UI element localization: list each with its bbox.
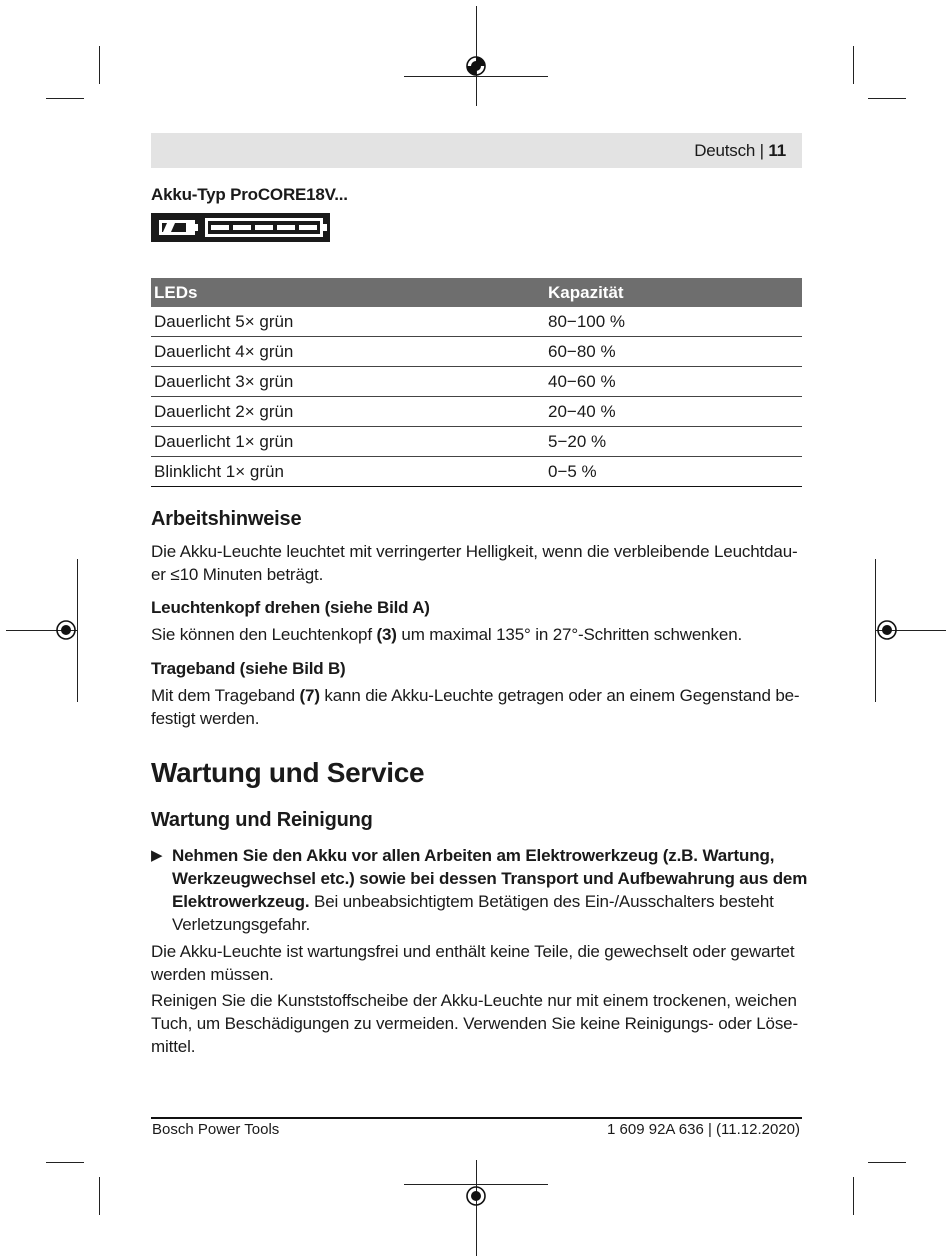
table-row [151,397,802,427]
cleaning-paragraph [151,989,806,1058]
text-line: Die Akku-Leuchte ist wartungsfrei und enthält keine Teile, die gewechselt oder gewartet [151,942,795,961]
table-cell: Blinklicht 1× grün [151,457,545,487]
registration-mark-top [465,55,487,77]
arbeitshinweise-paragraph [151,540,806,586]
text-line: Tuch, um Beschädigungen zu vermeiden. Verwenden Sie keine Reinigungs- oder Löse- [151,1014,798,1033]
text-line: werden müssen. [151,965,274,984]
reference-number: (7) [299,686,320,705]
table-row [151,367,802,397]
text-line: Nehmen Sie den Akku vor allen Arbeiten am Elektrowerkzeug (z.B. Wartung, [172,846,775,865]
text-line: Werkzeugwechsel etc.) sowie bei dessen Transport und Aufbewahrung aus dem [172,869,808,888]
battery-indicator-icon [151,213,330,242]
text-line: Verletzungsgefahr. [172,915,311,934]
table-header-row [151,278,802,307]
text-line: Die Akku-Leuchte leuchtet mit verringerter Helligkeit, wenn die verbleibende Leuchtdau- [151,542,798,561]
bullet-arrow-icon: ▶ [151,847,163,864]
table-cell: Dauerlicht 1× grün [151,427,545,457]
text-line: Reinigen Sie die Kunststoffscheibe der Akku-Leuchte nur mit einem trockenen, weichen [151,991,797,1010]
table-cell: 20−40 % [545,397,802,427]
header-language: Deutsch [694,141,756,160]
text-line [151,684,806,707]
table-header-leds: LEDs [151,278,545,307]
text-line: mittel. [151,1037,196,1056]
section-heading-wartung: Wartung und Service [151,757,425,788]
table-header-capacity: Kapazität [545,278,802,307]
text: Mit dem Trageband [151,686,300,705]
bullet-content [172,844,811,936]
table-row [151,457,802,487]
table-cell: Dauerlicht 4× grün [151,337,545,367]
warning-bullet [151,844,811,936]
table-cell: Dauerlicht 3× grün [151,367,545,397]
table-cell: 40−60 % [545,367,802,397]
page-header [151,133,802,168]
text-line: er ≤10 Minuten beträgt. [151,565,324,584]
table-cell: 60−80 % [545,337,802,367]
text-line: festigt werden. [151,709,260,728]
footer-doc-number: 1 609 92A 636 | (11.12.2020) [607,1121,800,1138]
table-row [151,427,802,457]
header-text [694,141,786,161]
reference-number: (3) [376,625,397,644]
led-capacity-table [151,278,802,487]
trageband-paragraph [151,684,806,730]
table-cell: Dauerlicht 2× grün [151,397,545,427]
footer-brand: Bosch Power Tools [152,1121,280,1138]
registration-mark-left [55,619,77,641]
maintenance-paragraph [151,940,806,986]
leuchtenkopf-paragraph [151,623,806,646]
subheading-wartung-reinigung: Wartung und Reinigung [151,809,373,831]
registration-mark-right [876,619,898,641]
page-number: 11 [768,141,786,160]
table-cell: 5−20 % [545,427,802,457]
subheading-trageband: Trageband (siehe Bild B) [151,659,346,678]
text: Bei unbeabsichtigtem Betätigen des Ein-/Ausschalters besteht [309,892,774,911]
text: Elektrowerkzeug. [172,892,310,911]
section-heading-arbeitshinweise: Arbeitshinweise [151,508,302,530]
table-cell: Dauerlicht 5× grün [151,307,545,337]
text: Sie können den Leuchtenkopf [151,625,377,644]
header-separator: | [755,141,769,160]
subheading-leuchtenkopf: Leuchtenkopf drehen (siehe Bild A) [151,598,430,617]
table-cell: 80−100 % [545,307,802,337]
registration-mark-bottom [465,1185,487,1207]
text: kann die Akku-Leuchte getragen oder an einem Gegenstand be- [319,686,800,705]
table-row [151,337,802,367]
table-cell: 0−5 % [545,457,802,487]
table-row [151,307,802,337]
text: um maximal 135° in 27°-Schritten schwenken. [396,625,743,644]
battery-type-title: Akku-Typ ProCORE18V... [151,185,348,204]
footer-divider [151,1117,802,1119]
text-line [172,890,811,913]
